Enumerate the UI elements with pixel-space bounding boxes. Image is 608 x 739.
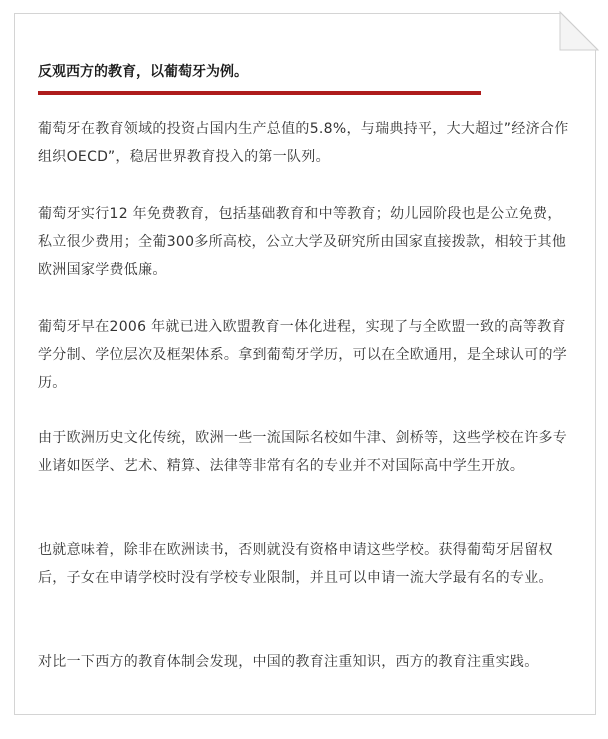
article-title: 反观西方的教育，以葡萄牙为例。: [38, 64, 248, 80]
paragraph-eu-integration: 葡萄牙早在2006 年就已进入欧盟教育一体化进程，实现了与全欧盟一致的高等教育学分制、学位层次及框架体系。拿到葡萄牙学历，可以在全欧通用，是全球认可的学历。: [38, 319, 568, 391]
paragraph-residency-benefit: 也就意味着，除非在欧洲读书，否则就没有资格申请这些学校。获得葡萄牙居留权后，子女在申请学校时没有学校专业限制，并且可以申请一流大学最有名的专业。: [38, 542, 553, 586]
paragraph-european-universities: 由于欧洲历史文化传统，欧洲一些一流国际名校如牛津、剑桥等，这些学校在许多专业诸如医学、艺术、精算、法律等非常有名的专业并不对国际高中学生开放。: [38, 430, 568, 474]
page-corner-fold-icon: [560, 12, 598, 50]
paragraph-education-investment: 葡萄牙在教育领域的投资占国内生产总值的5.8%，与瑞典持平，大大超过”经济合作组织OECD”，稳居世界教育投入的第一队列。: [38, 121, 569, 165]
paragraph-free-education: 葡萄牙实行12 年免费教育，包括基础教育和中等教育；幼儿园阶段也是公立免费，私立很少费用；全葡300多所高校，公立大学及研究所由国家直接拨款，相较于其他欧洲国家学费低廉。: [38, 206, 567, 278]
paragraph-comparison: 对比一下西方的教育体制会发现，中国的教育注重知识，西方的教育注重实践。: [38, 654, 539, 670]
title-divider: [38, 91, 481, 95]
